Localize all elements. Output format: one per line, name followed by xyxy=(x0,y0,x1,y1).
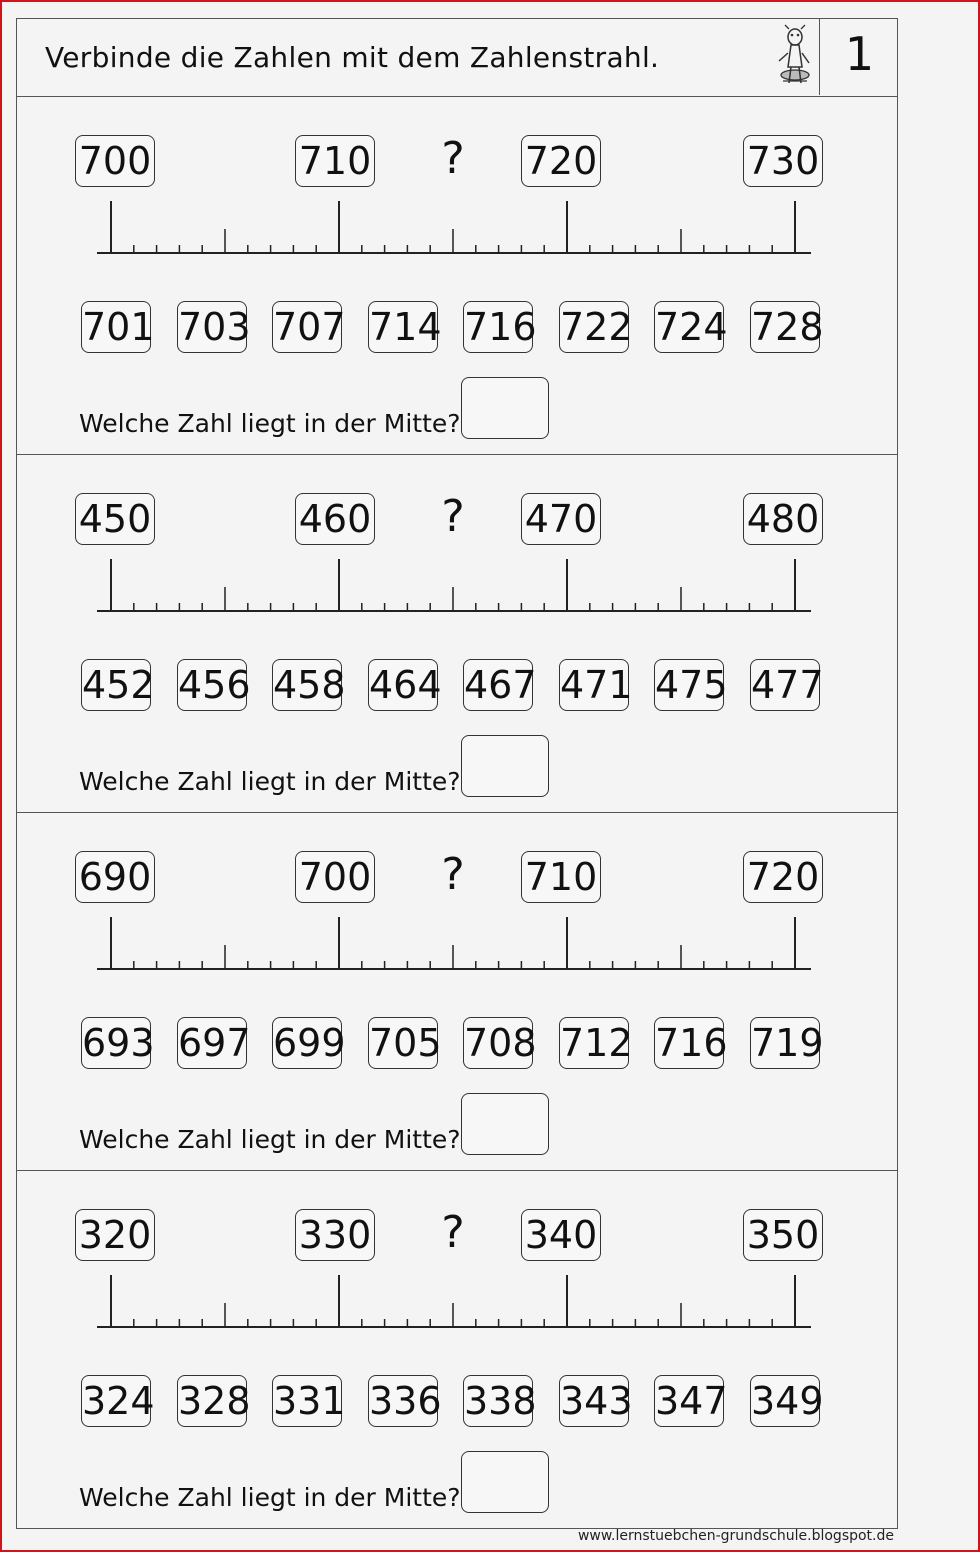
numberline-label: 350 xyxy=(743,1209,823,1261)
number-card[interactable]: 714 xyxy=(368,301,438,353)
middle-number-prompt: Welche Zahl liegt in der Mitte? xyxy=(79,409,461,438)
numberline-label: 700 xyxy=(295,851,375,903)
answer-box[interactable] xyxy=(461,377,549,439)
number-card[interactable]: 338 xyxy=(463,1375,533,1427)
exercise-section xyxy=(17,455,897,813)
number-line xyxy=(97,555,811,615)
number-card[interactable]: 347 xyxy=(654,1375,724,1427)
number-line xyxy=(97,197,811,257)
number-card[interactable]: 707 xyxy=(272,301,342,353)
number-card[interactable]: 458 xyxy=(272,659,342,711)
number-card[interactable]: 475 xyxy=(654,659,724,711)
middle-number-prompt: Welche Zahl liegt in der Mitte? xyxy=(79,767,461,796)
numberline-label: 460 xyxy=(295,493,375,545)
numberline-label: 450 xyxy=(75,493,155,545)
number-card[interactable]: 456 xyxy=(177,659,247,711)
cartoon-character-icon xyxy=(771,23,819,91)
number-card[interactable]: 708 xyxy=(463,1017,533,1069)
numberline-label: 480 xyxy=(743,493,823,545)
number-card[interactable]: 343 xyxy=(559,1375,629,1427)
number-card[interactable]: 716 xyxy=(463,301,533,353)
question-mark: ? xyxy=(441,1207,465,1258)
number-card[interactable]: 701 xyxy=(81,301,151,353)
numberline-label: 720 xyxy=(743,851,823,903)
number-card[interactable]: 324 xyxy=(81,1375,151,1427)
number-card[interactable]: 699 xyxy=(272,1017,342,1069)
numberline-label: 690 xyxy=(75,851,155,903)
middle-number-prompt: Welche Zahl liegt in der Mitte? xyxy=(79,1125,461,1154)
number-card[interactable]: 728 xyxy=(750,301,820,353)
answer-box[interactable] xyxy=(461,1451,549,1513)
number-card[interactable]: 712 xyxy=(559,1017,629,1069)
page-title: Verbinde die Zahlen mit dem Zahlenstrahl. xyxy=(45,41,660,74)
number-card[interactable]: 464 xyxy=(368,659,438,711)
numberline-label: 710 xyxy=(295,135,375,187)
number-card[interactable]: 331 xyxy=(272,1375,342,1427)
numberline-label: 470 xyxy=(521,493,601,545)
number-card[interactable]: 716 xyxy=(654,1017,724,1069)
number-card[interactable]: 719 xyxy=(750,1017,820,1069)
number-card[interactable]: 328 xyxy=(177,1375,247,1427)
page-number-box xyxy=(819,19,899,95)
number-card[interactable]: 697 xyxy=(177,1017,247,1069)
exercise-section xyxy=(17,1171,897,1529)
numberline-label: 340 xyxy=(521,1209,601,1261)
worksheet-header xyxy=(17,19,897,97)
number-line xyxy=(97,913,811,973)
numberline-label: 730 xyxy=(743,135,823,187)
number-card[interactable]: 452 xyxy=(81,659,151,711)
question-mark: ? xyxy=(441,133,465,184)
numberline-label: 330 xyxy=(295,1209,375,1261)
worksheet xyxy=(16,18,898,1529)
numberline-label: 320 xyxy=(75,1209,155,1261)
question-mark: ? xyxy=(441,491,465,542)
number-card[interactable]: 471 xyxy=(559,659,629,711)
exercise-section xyxy=(17,813,897,1171)
exercise-section xyxy=(17,97,897,455)
number-card[interactable]: 336 xyxy=(368,1375,438,1427)
answer-box[interactable] xyxy=(461,1093,549,1155)
number-card[interactable]: 722 xyxy=(559,301,629,353)
footer-url: www.lernstuebchen-grundschule.blogspot.de xyxy=(577,1528,894,1544)
page-number: 1 xyxy=(844,27,875,81)
number-card[interactable]: 467 xyxy=(463,659,533,711)
number-card[interactable]: 477 xyxy=(750,659,820,711)
number-line xyxy=(97,1271,811,1331)
question-mark: ? xyxy=(441,849,465,900)
numberline-label: 700 xyxy=(75,135,155,187)
number-card[interactable]: 349 xyxy=(750,1375,820,1427)
number-card[interactable]: 703 xyxy=(177,301,247,353)
number-card[interactable]: 705 xyxy=(368,1017,438,1069)
answer-box[interactable] xyxy=(461,735,549,797)
numberline-label: 720 xyxy=(521,135,601,187)
middle-number-prompt: Welche Zahl liegt in der Mitte? xyxy=(79,1483,461,1512)
numberline-label: 710 xyxy=(521,851,601,903)
number-card[interactable]: 693 xyxy=(81,1017,151,1069)
number-card[interactable]: 724 xyxy=(654,301,724,353)
